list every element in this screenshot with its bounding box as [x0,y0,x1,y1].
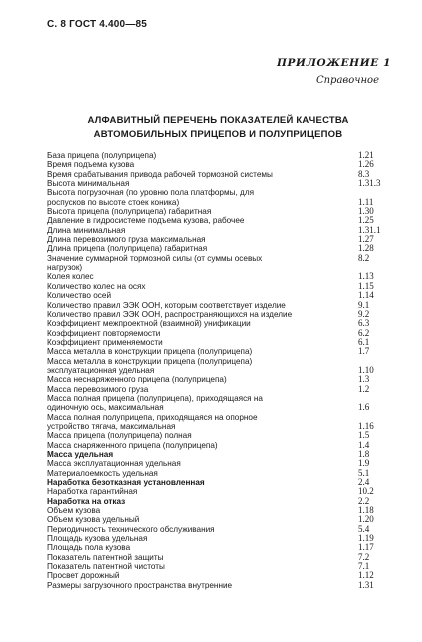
list-item [47,562,392,571]
list-item [47,357,392,376]
list-item-value: 8.3 [358,168,370,179]
list-item-value: 10.2 [358,486,374,497]
list-item-value: 1.18 [358,505,374,516]
list-item-value: 5.4 [358,523,370,534]
list-item-value: 6.2 [358,327,370,338]
list-item-label: Масса неснаряженного прицепа (полуприцепа) [47,375,227,385]
list-item-value: 5.1 [358,467,370,478]
list-item-label: Количество колес на осях [47,281,146,291]
list-item-value: 1.2 [358,383,370,394]
list-item [47,319,392,328]
list-item-value: 1.28 [358,243,374,254]
list-item-label: Колея колес [47,272,94,282]
list-item-value: 9.1 [358,299,370,310]
list-item [47,450,392,459]
list-item-label: Высота прицепа (полуприцепа) габаритная [47,207,212,217]
list-item [47,553,392,562]
list-item-value: 1.3 [358,374,370,385]
list-item-value: 1.31.3 [358,178,381,189]
list-item-value: 2.2 [358,495,370,506]
list-item [47,441,392,450]
list-item-value: 1.12 [358,570,374,581]
list-item [47,216,392,225]
list-item-label: Масса эксплуатационная удельная [47,459,181,469]
list-item [47,254,392,273]
list-item-value: 1.27 [358,234,374,245]
list-item-label: Наработка безотказная установленная [47,478,205,488]
list-item-label: Периодичность технического обслуживания [47,524,215,534]
list-item-value: 1.19 [358,533,374,544]
list-item-label: Коэффициент повторяемости [47,328,161,338]
list-item [47,413,392,432]
list-item-value: 1.26 [358,159,374,170]
list-item-value: 6.3 [358,318,370,329]
list-item [47,235,392,244]
list-item [47,506,392,515]
list-item [47,272,392,281]
list-item-value: 1.20 [358,514,374,525]
list-item-value: 1.16 [358,420,374,431]
list-item-value: 1.8 [358,449,370,459]
list-item-label: Длина перевозимого груза максимальная [47,235,206,245]
list-item-value: 7.1 [358,561,370,572]
list-item-label: Давление в гидросистеме подъема кузова, рабочее [47,216,245,226]
list-item-label: Масса прицепа (полуприцепа) полная [47,431,192,441]
list-item-value: 8.2 [358,252,370,263]
list-item-value: 1.9 [358,458,370,469]
list-item-value: 1.4 [358,439,370,450]
list-item-label: Масса перевозимого груза [47,384,149,394]
list-item-value: 1.31 [358,579,374,590]
list-item-value: 1.13 [358,271,374,282]
list-item [47,244,392,253]
list-item [47,497,392,506]
appendix-title: ПРИЛОЖЕНИЕ 1 [277,57,391,69]
list-item-label: Время срабатывания привода рабочей тормозной системы [47,169,273,179]
appendix-subtitle: Справочное [315,75,379,86]
list-item [47,394,392,413]
list-item [47,338,392,347]
list-item [47,179,392,188]
list-item-value: 1.25 [358,215,374,226]
list-item-label: Площадь кузова удельная [47,534,148,544]
list-item [47,571,392,580]
list-item-label: Показатель патентной защиты [47,552,164,562]
list-item-label: Количество правил ЭЭК ООН, распространяющихся на изделие [47,309,293,319]
list-item [47,188,392,207]
list-item-label: Масса полная полуприцепа, приходящаяся на опорное устройство тягача, максимальная [47,412,258,431]
list-item-label: Материалоемкость удельная [47,468,158,478]
list-item-value: 1.21 [358,150,374,160]
list-item [47,459,392,468]
list-item [47,170,392,179]
list-item-label: Масса металла в конструкции прицепа (полуприцепа) [47,347,253,357]
list-item [47,310,392,319]
list-item-label: Показатель патентной чистоты [47,562,165,572]
list-item-value: 1.31.1 [358,224,381,235]
list-item-label: База прицепа (полуприцепа) [47,151,157,160]
list-item-label: Размеры загрузочного пространства внутренние [47,580,233,590]
list-item [47,534,392,543]
list-item-value: 1.10 [358,364,374,375]
list-item-label: Наработка гарантийная [47,487,138,497]
list-item [47,525,392,534]
list-item [47,226,392,235]
list-item-value: 1.5 [358,430,370,441]
list-item [47,291,392,300]
list-item [47,282,392,291]
list-item-label: Длина прицепа (полуприцепа) габаритная [47,244,208,254]
list-item-label: Длина минимальная [47,225,126,235]
list-item-value: 6.1 [358,336,370,347]
list-item-label: Масса металла в конструкции прицепа (полуприцепа) эксплуатационная удельная [47,356,253,375]
list-item [47,478,392,487]
list-item [47,301,392,310]
list-item-value: 1.6 [358,402,370,413]
list-item [47,487,392,496]
list-item-label: Масса полная прицепа (полуприцепа), приходящаяся на одиночную ось, максимальная [47,393,263,413]
list-item [47,347,392,356]
list-item-value: 7.2 [358,551,370,562]
list-item [47,515,392,524]
list-item [47,375,392,384]
page-header: С. 8 ГОСТ 4.400—85 [47,19,148,30]
list-item-label: Объем кузова [47,506,101,516]
list-item-value: 1.11 [358,196,374,207]
list-item [47,207,392,216]
list-item [47,431,392,440]
list-item-label: Площадь пола кузова [47,543,131,553]
list-item [47,329,392,338]
list-item-value: 2.4 [358,477,370,488]
list-item-label: Просвет дорожный [47,571,120,581]
page-title [55,114,381,142]
list-item [47,543,392,552]
list-item-label: Масса снаряженного прицепа (полуприцепа) [47,440,218,450]
list-item [47,385,392,394]
list-item-value: 1.30 [358,206,374,217]
list-item-label: Высота погрузочная (по уровню пола платформы, для роспусков по высоте стоек коника) [47,188,255,207]
list-item [47,151,392,160]
list-item-value: 1.7 [358,346,370,357]
list-item-value: 9.2 [358,308,370,319]
list-item-label: Количество правил ЭЭК ООН, которым соответствует изделие [47,300,286,310]
indicator-list [47,151,392,590]
list-item-label: Коэффициент применяемости [47,337,163,347]
list-item [47,469,392,478]
list-item-value: 1.14 [358,290,374,301]
list-item-label: Объем кузова удельный [47,515,140,525]
list-item-label: Значение суммарной тормозной силы (от суммы осевых нагрузок) [47,253,263,273]
title-line-2: АВТОМОБИЛЬНЫХ ПРИЦЕПОВ И ПОЛУПРИЦЕПОВ [93,129,343,140]
list-item [47,160,392,169]
list-item-label: Высота минимальная [47,179,130,189]
title-line-1: АЛФАВИТНЫЙ ПЕРЕЧЕНЬ ПОКАЗАТЕЛЕЙ КАЧЕСТВА [87,115,349,126]
list-item-label: Время подъема кузова [47,160,135,170]
list-item-value: 1.15 [358,280,374,291]
list-item-label: Коэффициент межпроектной (взаимной) унификации [47,319,251,329]
list-item-label: Наработка на отказ [47,496,126,506]
list-item-value: 1.17 [358,542,374,553]
list-item-label: Масса удельная [47,450,114,459]
list-item [47,581,392,590]
list-item-label: Количество осей [47,291,112,301]
